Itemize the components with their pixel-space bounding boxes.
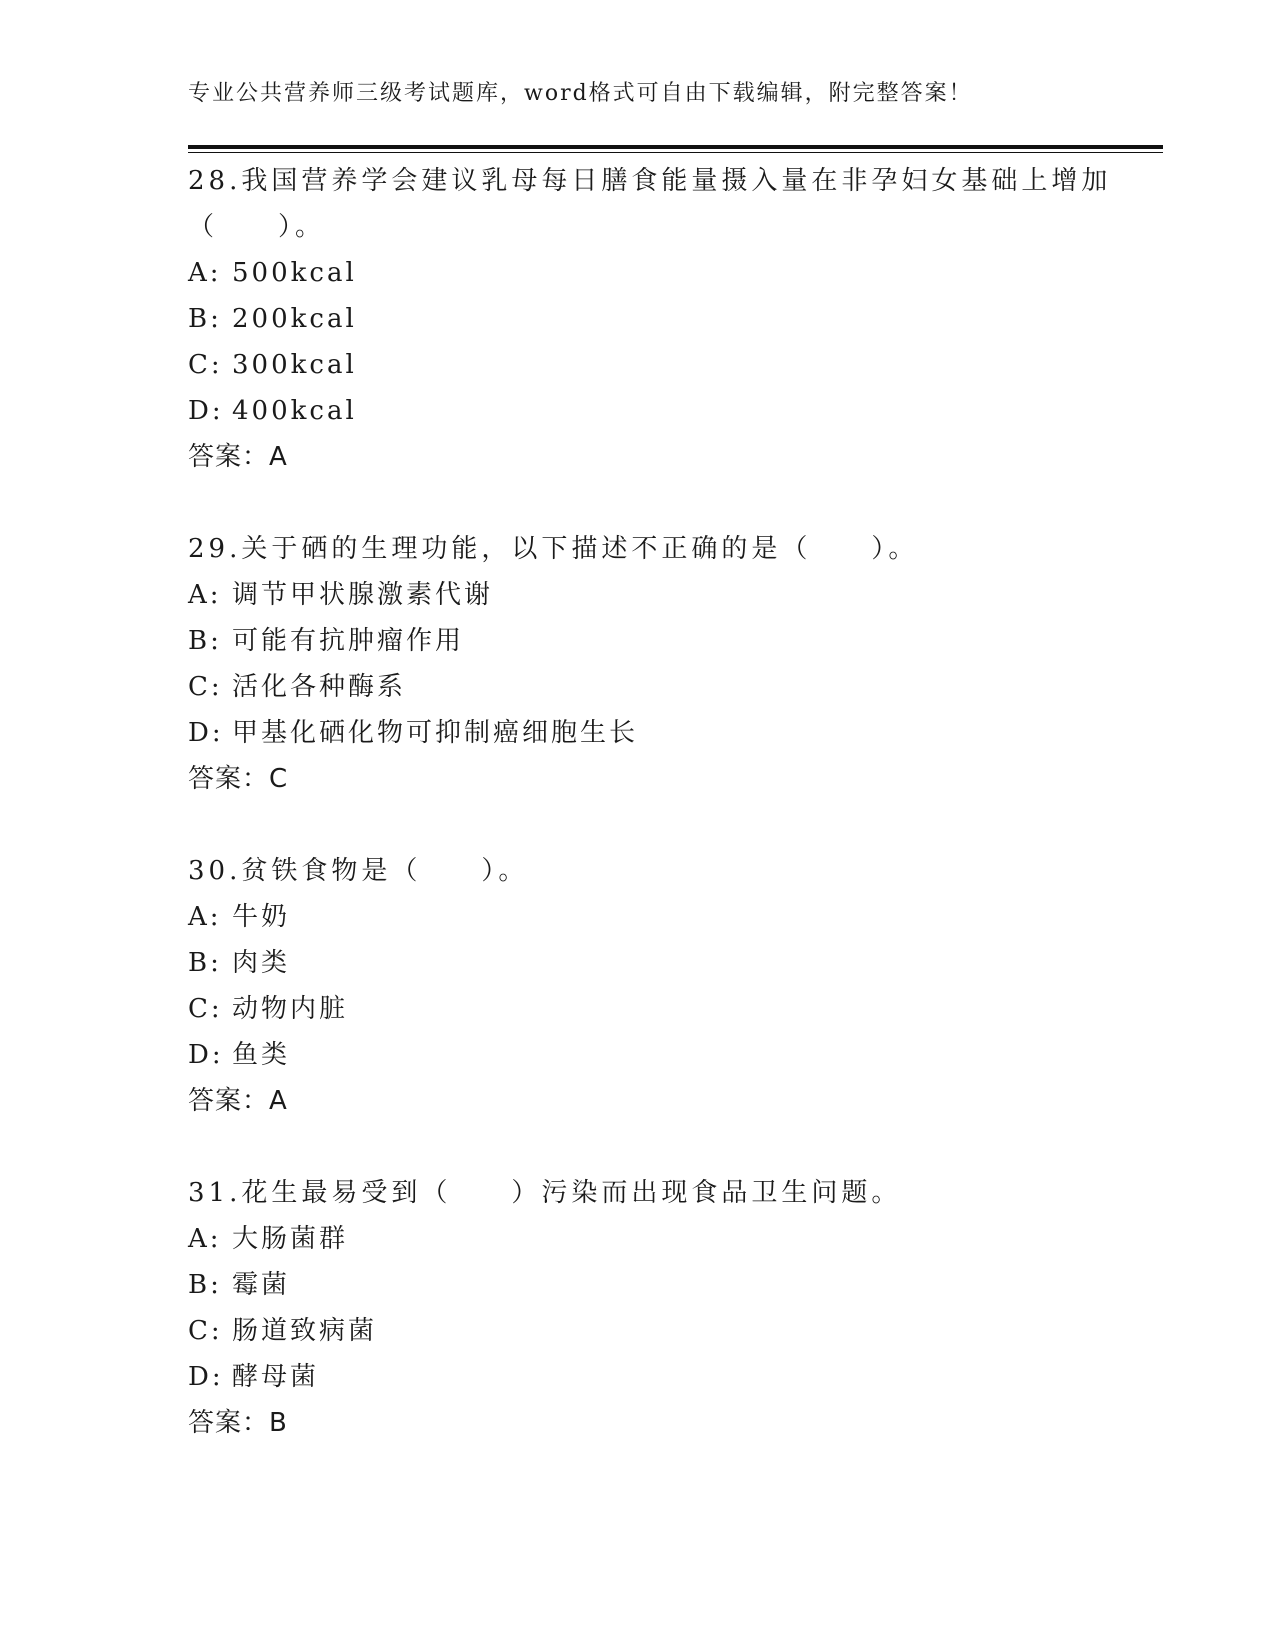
- question-stem: 28.我国营养学会建议乳母每日膳食能量摄入量在非孕妇女基础上增加（ ）。: [188, 166, 1112, 242]
- option-d: [188, 388, 1138, 434]
- option-key: B:: [188, 304, 222, 334]
- option-a: [188, 572, 1138, 618]
- option-a: [188, 250, 1138, 296]
- option-text: 活化各种酶系: [232, 672, 407, 702]
- option-text: 霉菌: [232, 1270, 291, 1300]
- option-text: 动物内脏: [232, 994, 349, 1024]
- option-key: C:: [188, 994, 223, 1024]
- option-c: [188, 986, 1138, 1032]
- spacer: [188, 1124, 1138, 1170]
- document-header: 专业公共营养师三级考试题库，word格式可自由下载编辑，附完整答案！: [188, 81, 973, 106]
- option-text: 200kcal: [232, 304, 357, 334]
- answer-line: 答案：A: [188, 1086, 288, 1116]
- option-key: D:: [188, 396, 224, 426]
- option-key: D:: [188, 1040, 224, 1070]
- question-31: [188, 1170, 1138, 1446]
- option-a: [188, 1216, 1138, 1262]
- option-key: B:: [188, 626, 222, 656]
- question-30: [188, 848, 1138, 1124]
- option-c: [188, 664, 1138, 710]
- option-key: D:: [188, 718, 224, 748]
- question-29: [188, 526, 1138, 802]
- question-stem: 30.贫铁食物是（ ）。: [188, 856, 529, 886]
- option-b: [188, 940, 1138, 986]
- option-d: [188, 1354, 1138, 1400]
- question-stem: 31.花生最易受到（ ）污染而出现食品卫生问题。: [188, 1178, 902, 1208]
- header-rule-thin: [188, 152, 1163, 153]
- option-key: A:: [188, 580, 222, 610]
- option-key: A:: [188, 1224, 222, 1254]
- option-text: 牛奶: [232, 902, 291, 932]
- option-text: 调节甲状腺激素代谢: [232, 580, 494, 610]
- option-text: 甲基化硒化物可抑制癌细胞生长: [232, 718, 639, 748]
- option-text: 可能有抗肿瘤作用: [232, 626, 465, 656]
- option-c: [188, 342, 1138, 388]
- option-d: [188, 1032, 1138, 1078]
- spacer: [188, 802, 1138, 848]
- option-key: B:: [188, 1270, 222, 1300]
- option-b: [188, 296, 1138, 342]
- option-key: C:: [188, 350, 223, 380]
- option-b: [188, 618, 1138, 664]
- option-a: [188, 894, 1138, 940]
- option-text: 鱼类: [232, 1040, 291, 1070]
- option-key: C:: [188, 1316, 223, 1346]
- question-list: [188, 158, 1138, 1446]
- option-d: [188, 710, 1138, 756]
- question-28: [188, 158, 1138, 480]
- option-key: A:: [188, 902, 222, 932]
- answer-line: 答案：A: [188, 442, 288, 472]
- option-text: 300kcal: [232, 350, 357, 380]
- option-text: 肠道致病菌: [232, 1316, 378, 1346]
- option-text: 大肠菌群: [232, 1224, 349, 1254]
- option-text: 400kcal: [232, 396, 357, 426]
- option-c: [188, 1308, 1138, 1354]
- answer-line: 答案：B: [188, 1408, 288, 1438]
- option-key: D:: [188, 1362, 224, 1392]
- option-text: 500kcal: [232, 258, 357, 288]
- option-b: [188, 1262, 1138, 1308]
- option-key: C:: [188, 672, 223, 702]
- option-key: A:: [188, 258, 222, 288]
- option-text: 肉类: [232, 948, 291, 978]
- answer-line: 答案：C: [188, 764, 289, 794]
- spacer: [188, 480, 1138, 526]
- header-rule-thick: [188, 145, 1163, 149]
- question-stem: 29.关于硒的生理功能，以下描述不正确的是（ ）。: [188, 534, 919, 564]
- option-key: B:: [188, 948, 222, 978]
- option-text: 酵母菌: [232, 1362, 320, 1392]
